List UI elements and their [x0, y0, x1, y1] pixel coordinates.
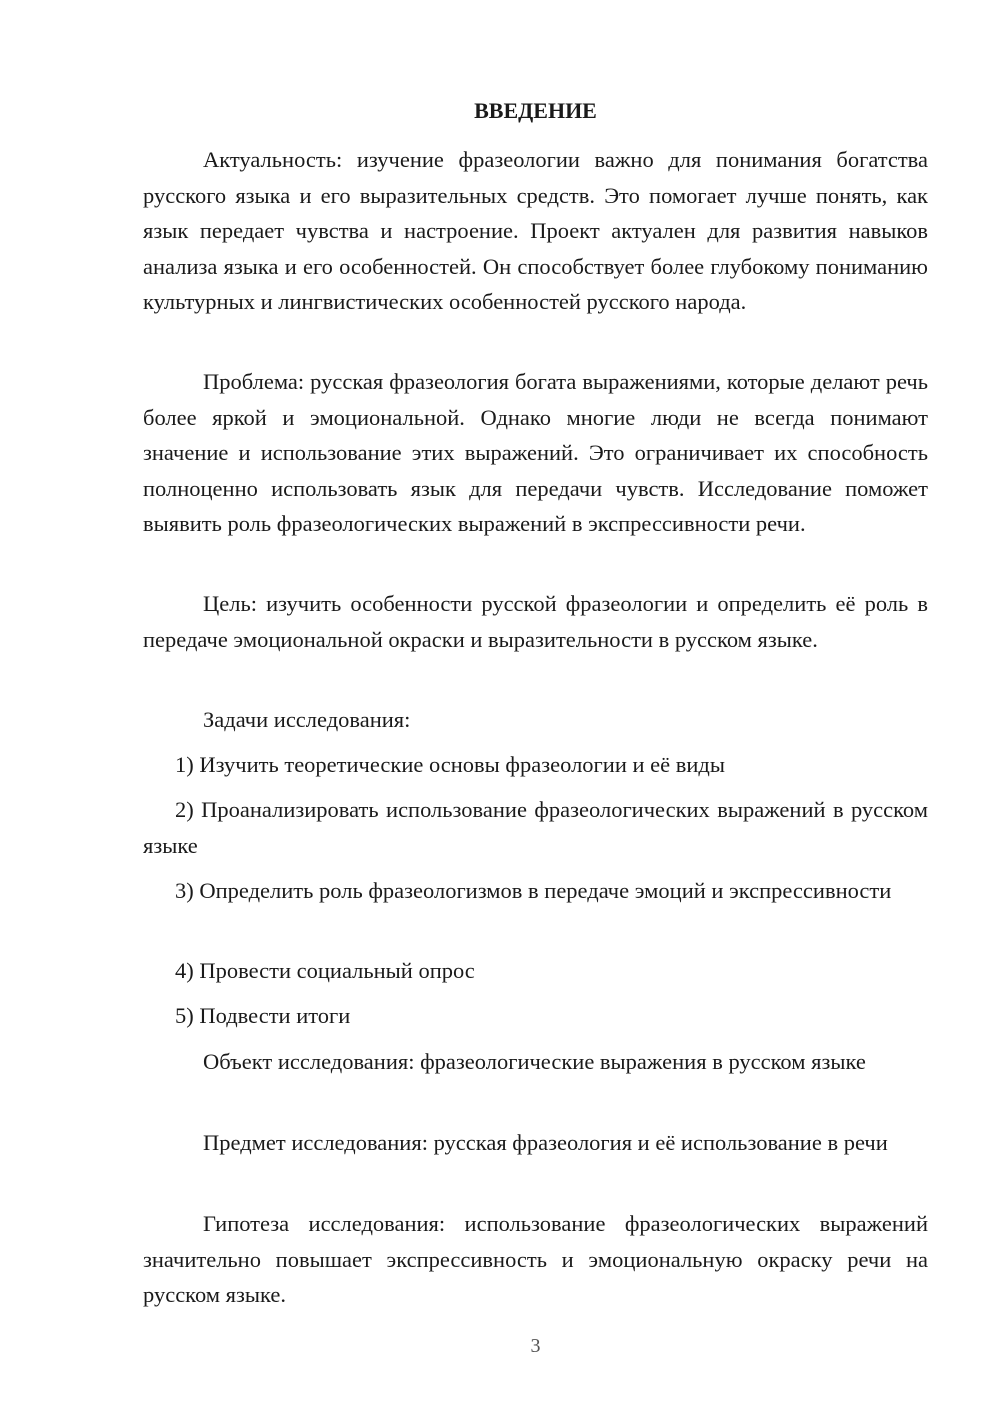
goal-paragraph: Цель: изучить особенности русской фразеологии и определить её роль в передаче эмоциональной окраски и выразительности в русском языке.	[143, 591, 928, 652]
page-number: 3	[530, 1335, 541, 1357]
page-title: ВВЕДЕНИЕ	[474, 98, 597, 123]
task-item-4: 4) Провести социальный опрос	[175, 958, 475, 983]
relevance-paragraph: Актуальность: изучение фразеологии важно для понимания богатства русского языка и его выразительных средств. Это помогает лучше понять, как язык передает чувства и настроение. Проект актуален для развития навыков анализа языка и его особенностей. Он способствует более глубокому пониманию культурных и лингвистических особенностей русского народа.	[143, 147, 928, 314]
subject-paragraph: Предмет исследования: русская фразеология и её использование в речи	[203, 1130, 888, 1155]
problem-paragraph: Проблема: русская фразеология богата выражениями, которые делают речь более яркой и эмоциональной. Однако многие люди не всегда понимают значение и использование этих выражений. Это ограничивает их способность полноценно использовать язык для передачи чувств. Исследование поможет выявить роль фразеологических выражений в экспрессивности речи.	[143, 369, 928, 536]
task-item-5: 5) Подвести итоги	[175, 1003, 351, 1028]
task-item-2: 2) Проанализировать использование фразеологических выражений в русском языке	[143, 797, 928, 858]
task-item-1: 1) Изучить теоретические основы фразеологии и её виды	[175, 752, 725, 777]
object-paragraph: Объект исследования: фразеологические выражения в русском языке	[203, 1049, 866, 1074]
task-item-3: 3) Определить роль фразеологизмов в передаче эмоций и экспрессивности	[175, 878, 892, 903]
tasks-heading: Задачи исследования:	[203, 707, 411, 732]
hypothesis-paragraph: Гипотеза исследования: использование фразеологических выражений значительно повышает экспрессивность и эмоциональную окраску речи на русском языке.	[143, 1211, 928, 1307]
